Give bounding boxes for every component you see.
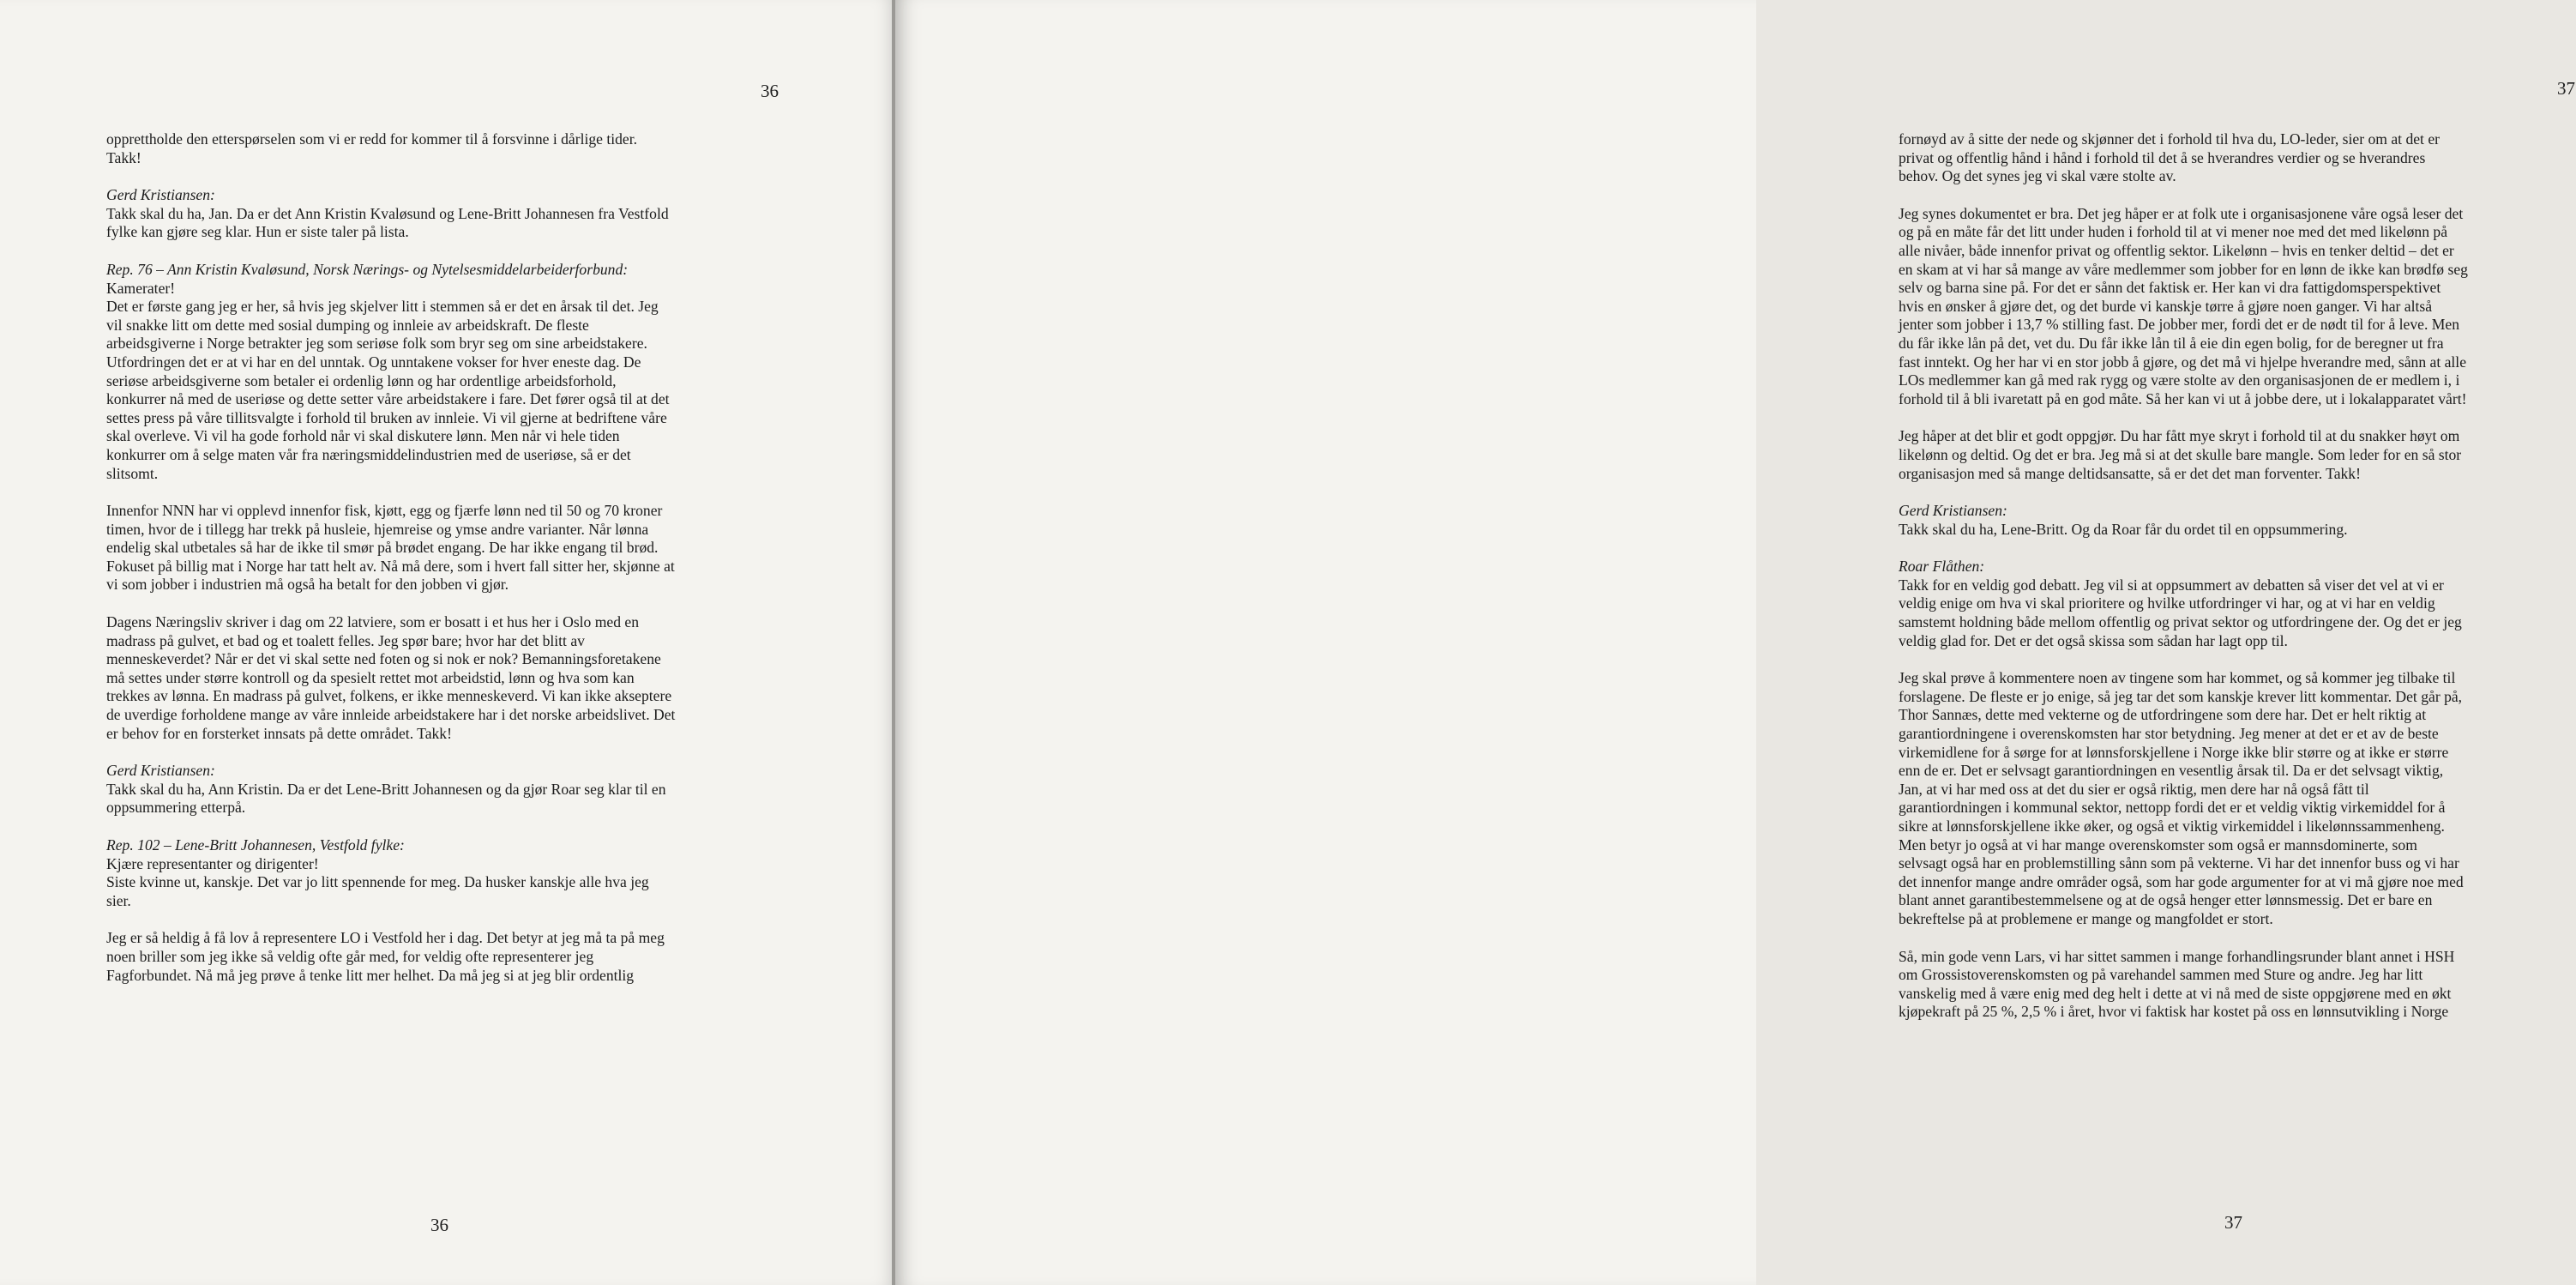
text-line: garantiordningen i kommunal sektor, nettopp fordi det er et veldig viktig virkemiddel for å [1899, 799, 2446, 817]
right-text-column [1899, 130, 2576, 1041]
text-line: enn de er. Det er selvsagt garantiordningen en vesentlig årsak til. Da er det selvsagt viktig, [1899, 762, 2444, 780]
text-line: privat og offentlig hånd i hånd i forhold til det å se hverandres verdier og se hverandres [1899, 148, 2426, 166]
text-line: Fagforbundet. Nå må jeg prøve å tenke litt mer helhet. Da må jeg si at jeg blir ordentlig [106, 966, 635, 984]
text-line: Dagens Næringsliv skriver i dag om 22 latviere, som er bosatt i et hus her i Oslo med en [106, 613, 640, 631]
text-line: er behov for en forsterket innsats på dette området. Takk! [106, 724, 452, 742]
text-line: Takk! [106, 148, 141, 166]
text-line: Jeg håper at det blir et godt oppgjør. Du har fått mye skryt i forhold til at du snakker høyt om [1899, 427, 2460, 445]
text-line: LOs medlemmer kan gå med rak rygg og være stolte av den organisasjonen de er medlem i, i [1899, 371, 2460, 389]
text-line: arbeidsgiverne i Norge betrakter jeg som seriøse folk som bryr seg om sine arbeidstakere. [106, 335, 647, 353]
text-line: alle nivåer, både innenfor privat og offentlig sektor. Likelønn – hvis en tenker deltid – det er [1899, 241, 2454, 259]
speaker-block [1899, 502, 2576, 539]
left-page [0, 0, 895, 1285]
speaker-name: Roar Flåthen: [1899, 558, 1985, 576]
text-line: kjøpekraft på 25 %, 2,5 % i året, hvor vi faktisk har kostet på oss en lønnsutvikling i Norge [1899, 1003, 2449, 1021]
paragraph [1899, 948, 2576, 1022]
text-line: det innenfor mange andre områder også, som har gode argumenter for at vi må gjøre noe med [1899, 872, 2464, 890]
text-line: Takk skal du ha, Ann Kristin. Da er det Lene-Britt Johannesen og da gjør Roar seg klar til en [106, 780, 666, 798]
text-line: trekkes av lønna. En madrass på gulvet, folkens, er ikke menneskeverd. Vi kan ikke akseptere [106, 687, 672, 705]
text-line: Jeg synes dokumentet er bra. Det jeg håper er at folk ute i organisasjonene våre også leser det [1899, 204, 2464, 222]
text-line: Jeg er så heldig å få lov å representere LO i Vestfold her i dag. Det betyr at jeg må ta på meg [106, 929, 665, 947]
text-line: blant annet garantibestemmelsene og at de også henger etter lønnsmessig. Det er bare en [1899, 891, 2433, 909]
text-line: Thor Sannæs, dette med vekterne og de utfordringene som dere har. Det er helt riktig at [1899, 706, 2427, 724]
text-line: veldig enige om hva vi skal prioritere og hvilke utfordringer vi har, og at vi har en veldig [1899, 594, 2435, 612]
text-line: fast inntekt. Og her har vi en stor jobb å gjøre, og det må vi hjelpe hverandre med, sånn at alle [1899, 353, 2466, 371]
text-line: madrass på gulvet, et bad og et toalett felles. Jeg spør bare; hvor har det blitt av [106, 631, 585, 649]
text-line: jenter som jobber i 13,7 % stilling fast. De jobber mer, fordi det er de nødt til for å leve. Men [1899, 316, 2460, 334]
text-line: skal overleve. Vi vil ha gode forhold når vi skal diskutere lønn. Men når vi hele tiden [106, 427, 620, 445]
text-line: forhold til å bli ivaretatt på en god måte. Så her kan vi ut å jobbe dere, ut i lokalapparatet vårt! [1899, 389, 2467, 407]
speaker-name: Rep. 76 – Ann Kristin Kvaløsund, Norsk Nærings- og Nytelsesmiddelarbeiderforbund: [106, 260, 629, 278]
text-line: endelig skal utbetales så har de ikke til smør på brødet engang. De har ikke engang til brød. [106, 539, 659, 557]
text-line: opprettholde den etterspørselen som vi er redd for kommer til å forsvinne i dårlige tider. [106, 130, 638, 148]
speaker-block [106, 261, 775, 483]
text-line: Siste kvinne ut, kanskje. Det var jo litt spennende for meg. Da husker kanskje alle hva jeg [106, 873, 649, 891]
text-line: Utfordringen det er at vi har en del unntak. Og unntakene vokser for hver eneste dag. De [106, 353, 641, 371]
text-line: timen, hvor de i tillegg har trekk på husleie, hjemreise og ymse andre varianter. Når lønna [106, 520, 649, 538]
text-line: veldig glad for. Det er det også skissa som sådan har lagt opp til. [1899, 631, 2288, 649]
text-line: behov. Og det synes jeg vi skal være stolte av. [1899, 167, 2176, 185]
right-page [895, 0, 2575, 1285]
text-line: Kjære representanter og dirigenter! [106, 854, 319, 872]
text-line: Kamerater! [106, 279, 176, 297]
page-number-footer: 36 [430, 1215, 448, 1235]
text-line: samstemt holdning både mellom offentlig og privat sektor og utfordringene der. Og det er jeg [1899, 613, 2462, 631]
text-line: du får ikke lån på det, vet du. Du får ikke lån til å eie din egen bolig, for de beregner ut fra [1899, 334, 2444, 352]
text-line: Jan, at vi har med oss at det du sier er også riktig, men dere har nå også fått til [1899, 780, 2369, 798]
page-number-footer: 37 [2224, 1212, 2242, 1233]
text-line: sikre at lønnsforskjellene ikke øker, og også et viktig virkemiddel i likelønnssammenheng. [1899, 817, 2445, 835]
paragraph [106, 929, 775, 985]
text-line: Takk for en veldig god debatt. Jeg vil si at oppsummert av debatten så viser det vel at vi er [1899, 576, 2444, 594]
speaker-name: Gerd Kristiansen: [1899, 502, 2007, 520]
text-line: konkurrer nå med de useriøse og dette setter våre arbeidstakere i fare. Det fører også til at det [106, 390, 670, 408]
text-line: vi som jobber i industrien må også ha betalt for den jobben vi gjør. [106, 576, 509, 594]
text-line: Innenfor NNN har vi opplevd innenfor fisk, kjøtt, egg og fjærfe lønn ned til 50 og 70 kroner [106, 502, 663, 520]
paragraph [1899, 205, 2576, 409]
page-number-top: 36 [761, 81, 779, 101]
paragraph [1899, 427, 2576, 483]
text-line: om Grossistoverenskomsten og på varehandel sammen med Sture og andre. Jeg har litt [1899, 966, 2423, 984]
text-line: Det er første gang jeg er her, så hvis jeg skjelver litt i stemmen så er det en årsak til det. Jeg [106, 298, 659, 316]
speaker-block [106, 762, 775, 817]
paragraph [106, 613, 775, 743]
text-line: må settes under større kontroll og da spesielt rettet mot arbeidstid, lønn og hva som kan [106, 668, 635, 686]
text-line: en skam at vi har så mange av våre medlemmer som jobber for en lønn de ikke kan brødfø seg [1899, 260, 2468, 278]
text-line: konkurrer om å selge maten vår fra næringsmiddelindustrien med de useriøse, så er det [106, 445, 631, 463]
text-line: Jeg skal prøve å kommentere noen av tingene som har kommet, og så kommer jeg tilbake til [1899, 669, 2456, 687]
paragraph [1899, 669, 2576, 928]
speaker-name: Gerd Kristiansen: [106, 762, 215, 780]
text-line: seriøse arbeidsgiverne som betaler ei ordenlig lønn og har ordentlige arbeidsforhold, [106, 371, 617, 389]
text-line: Takk skal du ha, Lene-Britt. Og da Roar får du ordet til en oppsummering. [1899, 520, 2348, 538]
text-line: likelønn og deltid. Og det er bra. Jeg må si at det skulle bare mangle. Som leder for en så stor [1899, 445, 2462, 463]
text-line: Så, min gode venn Lars, vi har sittet sammen i mange forhandlingsrunder blant annet i HSH [1899, 947, 2455, 965]
speaker-block [106, 836, 775, 910]
text-line: selv og barna sine på. For det er sånn det faktisk er. Her kan vi dra fattigdomsperspektivet [1899, 279, 2441, 297]
paragraph [106, 502, 775, 594]
page-number-top: 37 [2557, 78, 2575, 99]
paragraph [106, 130, 775, 167]
text-line: sier. [106, 891, 131, 909]
left-text-column [106, 130, 775, 1004]
text-line: bekreftelse på at problemene er mange og mangfoldet er stort. [1899, 909, 2273, 927]
text-line: oppsummering etterpå. [106, 799, 246, 817]
text-line: fylke kan gjøre seg klar. Hun er siste taler på lista. [106, 223, 409, 241]
text-line: vanskelig med å være enig med deg helt i dette at vi nå med de siste oppgjørene med en økt [1899, 984, 2452, 1002]
text-line: og på en måte får det litt under huden i forhold til at vi mener noe med det med likelønn på [1899, 223, 2448, 241]
speaker-name: Gerd Kristiansen: [106, 186, 215, 204]
speaker-name: Rep. 102 – Lene-Britt Johannesen, Vestfold fylke: [106, 836, 405, 854]
text-line: noen briller som jeg ikke så veldig ofte går med, for veldig ofte representerer jeg [106, 947, 594, 965]
text-line: virkemidlene for å sørge for at lønnsforskjellene i Norge ikke blir større og at ikke er større [1899, 743, 2449, 761]
text-line: slitsomt. [106, 464, 159, 482]
text-line: selvsagt også har en problemstilling sånn som på vekterne. Vi har det innenfor buss og vi har [1899, 854, 2459, 872]
speaker-block [106, 186, 775, 242]
text-line: Takk skal du ha, Jan. Da er det Ann Kristin Kvaløsund og Lene-Britt Johannesen fra Vestfold [106, 204, 669, 222]
paragraph [1899, 130, 2576, 186]
text-line: vil snakke litt om dette med sosial dumping og innleie av arbeidskraft. De fleste [106, 316, 589, 334]
text-line: forslagene. De fleste er jo enige, så jeg tar det som kanskje krever litt kommentar. Det går på, [1899, 687, 2463, 705]
text-line: Fokuset på billig mat i Norge har tatt helt av. Nå må dere, som i hvert fall sitter her, skjønne at [106, 557, 675, 575]
text-line: de uverdige forholdene mange av våre innleide arbeidstakere har i det norske arbeidslivet. Det [106, 706, 676, 724]
text-line: settes press på våre tillitsvalgte i forhold til bruken av innleie. Vi vil gjerne at bedriftene våre [106, 408, 667, 426]
text-line: menneskeverdet? Når er det vi skal sette ned foten og si nok er nok? Bemanningsforetakene [106, 650, 661, 668]
text-line: hvis en ønsker å gjøre det, og det burde vi kanskje tørre å gjøre noen ganger. Vi har altså [1899, 297, 2433, 315]
text-line: fornøyd av å sitte der nede og skjønner det i forhold til hva du, LO-leder, sier om at det er [1899, 130, 2441, 148]
speaker-block [1899, 558, 2576, 650]
text-line: garantiordningene i overenskomsten har stor betydning. Jeg mener at det er et av de beste [1899, 725, 2439, 743]
text-line: organisasjon med så mange deltidsansatte, så er det det man forventer. Takk! [1899, 464, 2361, 482]
text-line: Men betyr jo også at vi har mange overenskomster som også er mannsdominerte, som [1899, 836, 2417, 854]
